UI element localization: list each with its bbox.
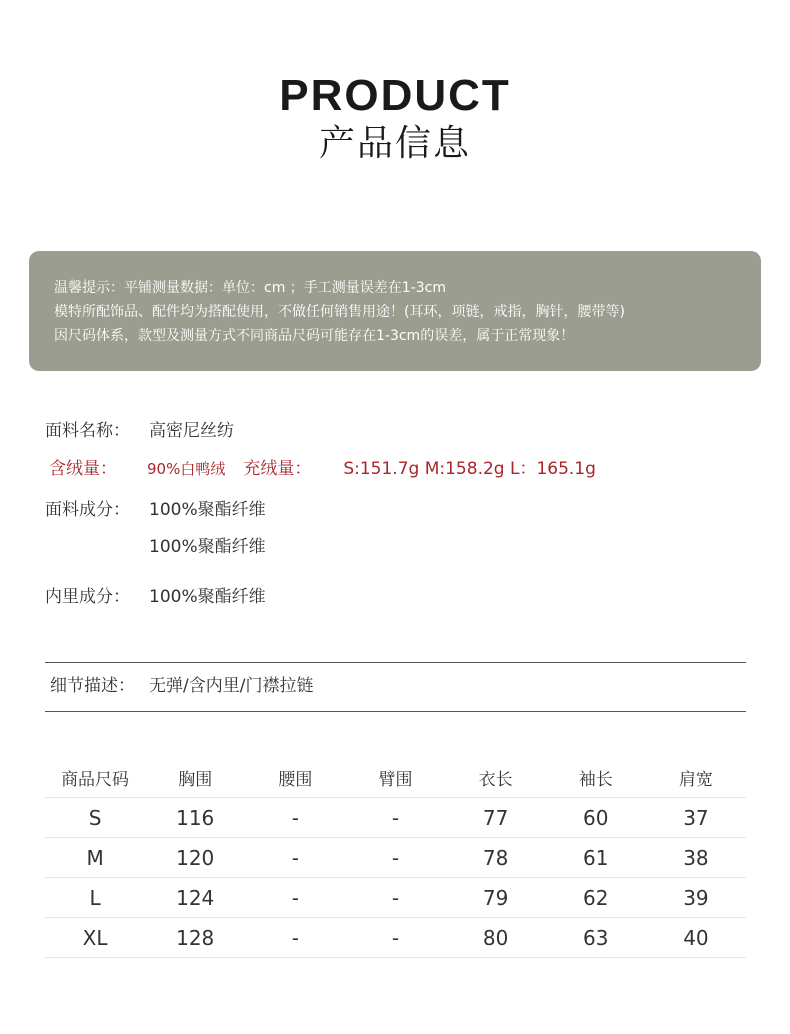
- table-row: [45, 798, 746, 838]
- fabric-composition-value: 100%聚酯纤维: [149, 537, 266, 557]
- notice-box: [29, 251, 761, 371]
- column-header: 胸围: [145, 757, 245, 798]
- notice-line: 温馨提示：平铺测量数据：单位：cm ；手工测量误差在1-3cm: [54, 280, 446, 296]
- table-cell: 128: [145, 918, 245, 958]
- fabric-composition-value: 100%聚酯纤维: [149, 500, 266, 520]
- fabric-composition-row: [45, 498, 266, 522]
- column-header: 衣长: [446, 757, 546, 798]
- size-table: [45, 757, 746, 958]
- lining-label: 内里成分：: [45, 587, 130, 607]
- table-cell: 62: [546, 878, 646, 918]
- detail-value: 无弹/含内里/门襟拉链: [149, 676, 314, 696]
- detail-row: [50, 674, 313, 698]
- table-cell: S: [45, 798, 145, 838]
- table-row: [45, 918, 746, 958]
- notice-line: 因尺码体系，款型及测量方式不同商品尺码可能存在1-3cm的误差，属于正常现象！: [54, 328, 575, 344]
- table-cell: 63: [546, 918, 646, 958]
- table-cell: 78: [446, 838, 546, 878]
- table-cell: -: [345, 918, 445, 958]
- column-header: 袖长: [546, 757, 646, 798]
- table-cell: 61: [546, 838, 646, 878]
- table-cell: -: [345, 838, 445, 878]
- down-content-label: 含绒量：: [49, 459, 117, 479]
- table-cell: 124: [145, 878, 245, 918]
- table-cell: -: [245, 918, 345, 958]
- fill-weight-label: 充绒量：: [243, 459, 312, 479]
- column-header: 腰围: [245, 757, 345, 798]
- fabric-name-row: [45, 419, 234, 443]
- table-cell: -: [345, 878, 445, 918]
- down-row: [45, 457, 596, 481]
- table-cell: 80: [446, 918, 546, 958]
- table-cell: -: [245, 798, 345, 838]
- lining-row: [45, 585, 266, 609]
- table-cell: -: [345, 798, 445, 838]
- table-cell: 77: [446, 798, 546, 838]
- down-content-value: 90%白鸭绒: [147, 460, 226, 478]
- table-cell: 60: [546, 798, 646, 838]
- table-cell: XL: [45, 918, 145, 958]
- table-cell: 79: [446, 878, 546, 918]
- divider: [45, 662, 746, 663]
- column-header: 臂围: [345, 757, 445, 798]
- table-cell: 120: [145, 838, 245, 878]
- page-title-cn: 产品信息: [318, 123, 471, 164]
- fabric-name-label: 面料名称：: [45, 421, 130, 441]
- fill-weight-value: S:151.7g M:158.2g L：165.1g: [343, 459, 596, 479]
- divider: [45, 711, 746, 712]
- table-cell: L: [45, 878, 145, 918]
- table-header-row: [45, 757, 746, 798]
- notice-line: 模特所配饰品、配件均为搭配使用，不做任何销售用途！(耳环，项链，戒指，胸针，腰带等): [54, 304, 625, 320]
- table-cell: 37: [646, 798, 746, 838]
- fabric-composition-row-2: [45, 535, 266, 559]
- table-cell: 116: [145, 798, 245, 838]
- table-cell: -: [245, 878, 345, 918]
- table-cell: -: [245, 838, 345, 878]
- table-row: [45, 838, 746, 878]
- table-cell: 38: [646, 838, 746, 878]
- fabric-composition-label: 面料成分：: [45, 500, 130, 520]
- table-row: [45, 878, 746, 918]
- table-cell: M: [45, 838, 145, 878]
- column-header: 商品尺码: [45, 757, 145, 798]
- column-header: 肩宽: [646, 757, 746, 798]
- detail-label: 细节描述：: [50, 676, 135, 696]
- table-cell: 40: [646, 918, 746, 958]
- page-title-en: PRODUCT: [279, 71, 511, 120]
- table-cell: 39: [646, 878, 746, 918]
- fabric-name-value: 高密尼丝纺: [149, 421, 234, 441]
- lining-value: 100%聚酯纤维: [149, 587, 266, 607]
